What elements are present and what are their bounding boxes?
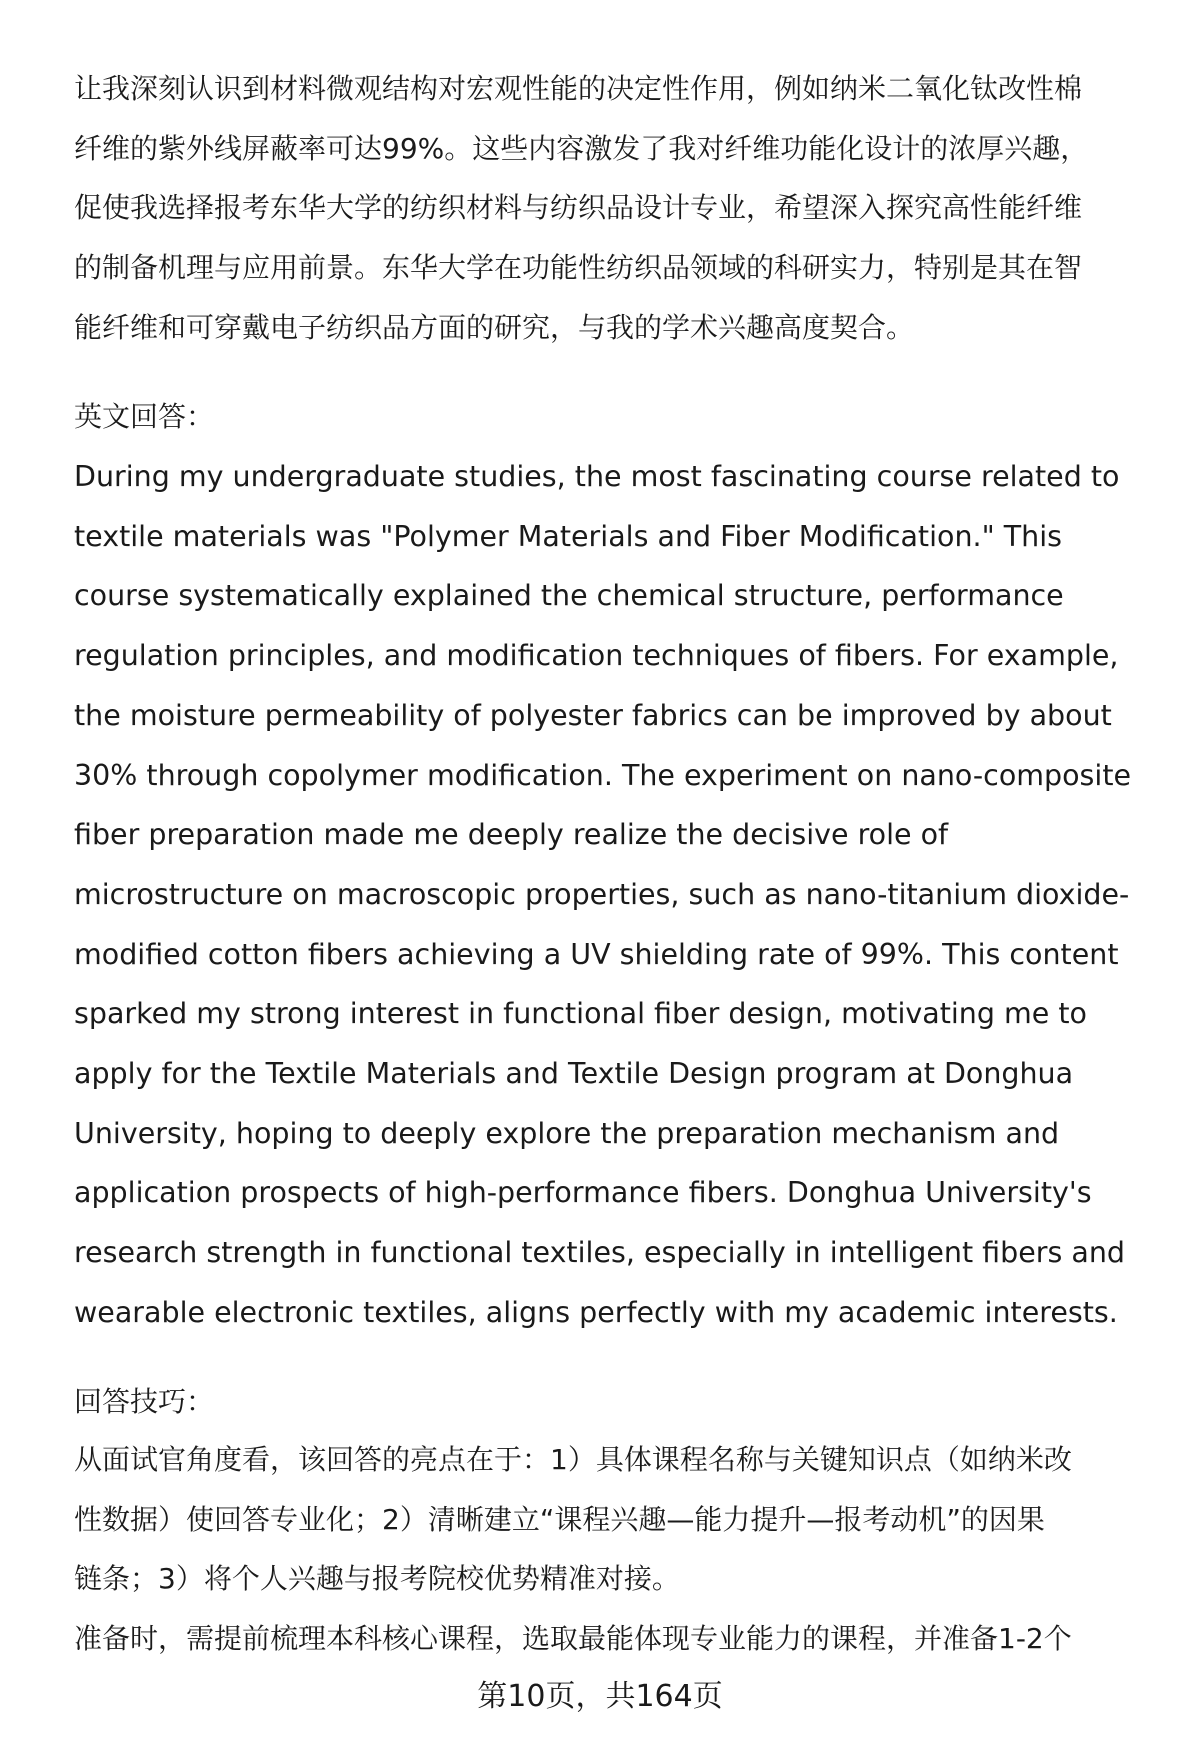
intro-paragraph-line: 的制备机理与应用前景。东华大学在功能性纺织品领域的科研实力，特别是其在智 <box>74 251 1083 285</box>
english-answer-line: regulation principles, and modification techniques of fibers. For example, <box>74 639 1119 673</box>
answer-tips-line: 准备时，需提前梳理本科核心课程，选取最能体现专业能力的课程，并准备1-2个 <box>74 1622 1072 1656</box>
english-answer-line: textile materials was "Polymer Materials and Fiber Modification." This <box>74 519 1062 553</box>
answer-tips-line: 从面试官角度看，该回答的亮点在于：1）具体课程名称与关键知识点（如纳米改 <box>74 1443 1072 1476</box>
answer-tips-line: 链条；3）将个人兴趣与报考院校优势精准对接。 <box>74 1562 680 1596</box>
english-answer-line: microstructure on macroscopic properties, such as nano-titanium dioxide- <box>74 877 1130 911</box>
page-number: 第10页，共164页 <box>477 1679 723 1714</box>
intro-paragraph-line: 促使我选择报考东华大学的纺织材料与纺织品设计专业，希望深入探究高性能纤维 <box>74 191 1083 225</box>
intro-paragraph-line: 纤维的紫外线屏蔽率可达99%。这些内容激发了我对纤维功能化设计的浓厚兴趣， <box>74 131 1089 165</box>
english-answer-line: modified cotton fibers achieving a UV shielding rate of 99%. This content <box>74 937 1119 971</box>
intro-paragraph-line: 让我深刻认识到材料微观结构对宏观性能的决定性作用，例如纳米二氧化钛改性棉 <box>74 72 1083 105</box>
english-answer-line: research strength in functional textiles, especially in intelligent fibers and <box>74 1236 1125 1270</box>
english-answer-line: application prospects of high-performance fibers. Donghua University's <box>74 1176 1092 1210</box>
english-answer-line: course systematically explained the chemical structure, performance <box>74 579 1064 613</box>
english-answer-line: wearable electronic textiles, aligns perfectly with my academic interests. <box>74 1295 1118 1329</box>
answer-tips-line: 性数据）使回答专业化；2）清晰建立“课程兴趣—能力提升—报考动机”的因果 <box>74 1502 1045 1536</box>
english-answer-line: 30% through copolymer modification. The experiment on nano-composite <box>74 758 1132 792</box>
english-answer-heading: 英文回答： <box>74 400 215 433</box>
english-answer-line: fiber preparation made me deeply realize the decisive role of <box>74 818 949 852</box>
english-answer-line: During my undergraduate studies, the most fascinating course related to <box>74 460 1120 493</box>
english-answer-line: sparked my strong interest in functional fiber design, motivating me to <box>74 997 1087 1031</box>
english-answer-line: the moisture permeability of polyester fabrics can be improved by about <box>74 698 1112 732</box>
answer-tips-heading: 回答技巧： <box>74 1385 215 1418</box>
english-answer-line: apply for the Textile Materials and Textile Design program at Donghua <box>74 1057 1074 1090</box>
english-answer-line: University, hoping to deeply explore the preparation mechanism and <box>74 1116 1060 1150</box>
intro-paragraph-line: 能纤维和可穿戴电子纺织品方面的研究，与我的学术兴趣高度契合。 <box>74 310 915 344</box>
